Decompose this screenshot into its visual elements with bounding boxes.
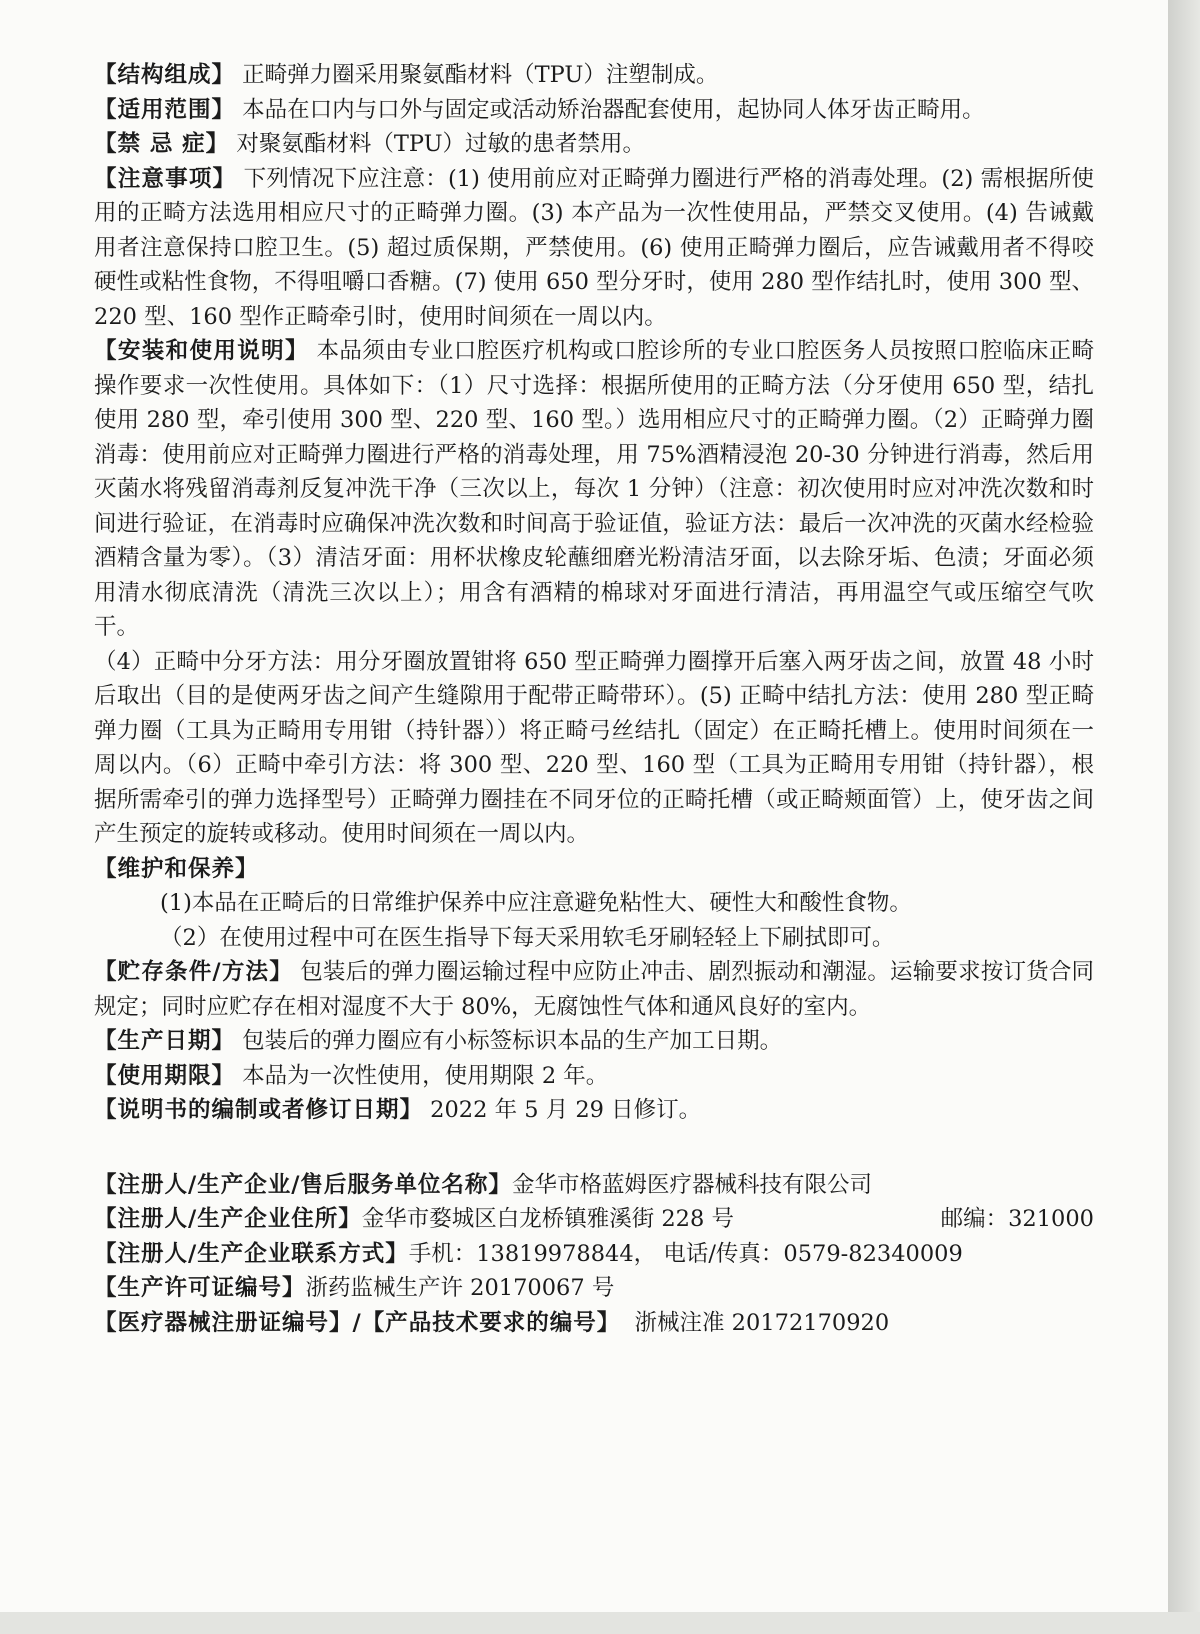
section-installation [94,334,1094,645]
section-text: 对聚氨酯材料（TPU）过敏的患者禁用。 [236,131,646,157]
section-text: 正畸弹力圈采用聚氨酯材料（TPU）注塑制成。 [242,62,719,88]
section-text: 包装后的弹力圈应有小标签标识本品的生产加工日期。 [242,1028,783,1054]
company-address-label: 【注册人/生产企业住所】 [94,1206,362,1232]
section-text: （4）正畸中分牙方法：用分牙圈放置钳将 650 型正畸弹力圈撑开后塞入两牙齿之间，放置 48 小时后取出（目的是使两牙齿之间产生缝隙用于配带正畸带环）。(5) 正畸中结扎方法：使用 280 型正畸弹力圈（工具为正畸用专用钳（持针器））将正畸弓丝结扎（固定）在正畸托槽上。使用时间须在一周以内。（6）正畸中牵引方法：将 300 型、220 型、160 型（工具为正畸用专用钳（持针器），根据所需牵引的弹力选择型号）正畸弹力圈挂在不同牙位的正畸托槽（或正畸颊面管）上，使牙齿之间产生预定的旋转或移动。使用时间须在一周以内。 [94,648,1094,847]
company-postcode: 邮编：321000 [940,1206,1094,1232]
section-heading: 【维护和保养】 [94,855,259,882]
company-name: 金华市格蓝姆医疗器械科技有限公司 [511,1171,872,1198]
license-number: 浙药监械生产许 20170067 号 [305,1275,615,1301]
company-contact: 手机：13819978844， 电话/传真：0579-82340009 [408,1240,963,1267]
maintenance-item-2: （2）在使用过程中可在医生指导下每天采用软毛牙刷轻轻上下刷拭即可。 [160,924,895,951]
section-structure [94,58,1094,93]
section-scope [94,93,1094,128]
section-heading: 【注意事项】 [94,165,237,192]
company-contact-line [94,1237,1094,1272]
section-heading: 【结构组成】 [94,62,236,88]
section-text: 2022 年 5 月 29 日修订。 [430,1097,702,1123]
section-heading: 【安装和使用说明】 [94,338,309,364]
section-revision [94,1093,1094,1128]
section-production-date [94,1024,1094,1059]
section-heading: 【贮存条件/方法】 [94,959,293,985]
section-text: 包装后的弹力圈运输过程中应防止冲击、剧烈振动和潮湿。运输要求按订货合同规定；同时应贮存在相对湿度不大于 80%，无腐蚀性气体和通风良好的室内。 [94,959,1095,1020]
page-edge-shadow [1168,0,1200,1634]
company-name-line [94,1168,1094,1203]
section-contraindication [94,127,1094,162]
section-text: 本品须由专业口腔医疗机构或口腔诊所的专业口腔医务人员按照口腔临床正畸操作要求一次性使用。具体如下：（1）尺寸选择：根据所使用的正畸方法（分牙使用 650 型，结扎使用 280 型，牵引使用 300 型、220 型、160 型。）选用相应尺寸的正畸弹力圈。（2）正畸弹力圈消毒：使用前应对正畸弹力圈进行严格的消毒处理，用 75%酒精浸泡 20-30 分钟进行消毒，然后用灭菌水将残留消毒剂反复冲洗干净（三次以上，每次 1 分钟）（注意：初次使用时应对冲洗次数和时间进行验证，在消毒时应确保冲洗次数和时间高于验证值，验证方法：最后一次冲洗的灭菌水经检验酒精含量为零）。（3）清洁牙面：用杯状橡皮轮蘸细磨光粉清洁牙面，以去除牙垢、色渍；牙面必须用清水彻底清洗（清洗三次以上）；用含有酒精的棉球对牙面进行清洁，再用温空气或压缩空气吹干。 [94,338,1094,640]
company-address: 金华市婺城区白龙桥镇雅溪街 228 号 [361,1206,734,1232]
section-heading: 【生产日期】 [94,1028,236,1054]
section-storage [94,955,1094,1024]
license-label: 【生产许可证编号】 [94,1275,306,1301]
registration-line [94,1306,1094,1341]
section-text: 本品为一次性使用，使用期限 2 年。 [242,1062,609,1089]
company-name-label: 【注册人/生产企业/售后服务单位名称】 [94,1171,512,1198]
section-validity [94,1059,1094,1094]
maintenance-item-1: (1)本品在正畸后的日常维护保养中应注意避免粘性大、硬性大和酸性食物。 [160,890,912,916]
company-address-line [94,1202,1094,1237]
registration-number: 浙械注准 20172170920 [634,1309,890,1336]
registration-label: 【医疗器械注册证编号】/【产品技术要求的编号】 [94,1309,621,1336]
section-heading: 【说明书的编制或者修订日期】 [94,1097,424,1123]
section-installation-continued [94,645,1094,852]
section-heading: 【禁 忌 症】 [94,131,230,157]
section-text: 本品在口内与口外与固定或活动矫治器配套使用，起协同人体牙齿正畸用。 [242,96,985,123]
section-text: 下列情况下应注意：(1) 使用前应对正畸弹力圈进行严格的消毒处理。(2) 需根据所使用的正畸方法选用相应尺寸的正畸弹力圈。(3) 本产品为一次性使用品，严禁交叉使用。(4) 告诫戴用者注意保持口腔卫生。(5) 超过质保期，严禁使用。(6) 使用正畸弹力圈后，应告诫戴用者不得咬硬性或粘性食物，不得咀嚼口香糖。(7) 使用 650 型分牙时，使用 280 型作结扎时，使用 300 型、220 型、160 型作正畸牵引时，使用时间须在一周以内。 [94,165,1094,330]
section-heading: 【适用范围】 [94,96,236,123]
page-bottom-strip [0,1612,1200,1634]
section-precautions [94,162,1094,335]
section-heading: 【使用期限】 [94,1062,236,1089]
spacer [94,1128,1094,1168]
license-line [94,1271,1094,1306]
company-contact-label: 【注册人/生产企业联系方式】 [94,1240,409,1267]
section-maintenance [94,852,1094,887]
